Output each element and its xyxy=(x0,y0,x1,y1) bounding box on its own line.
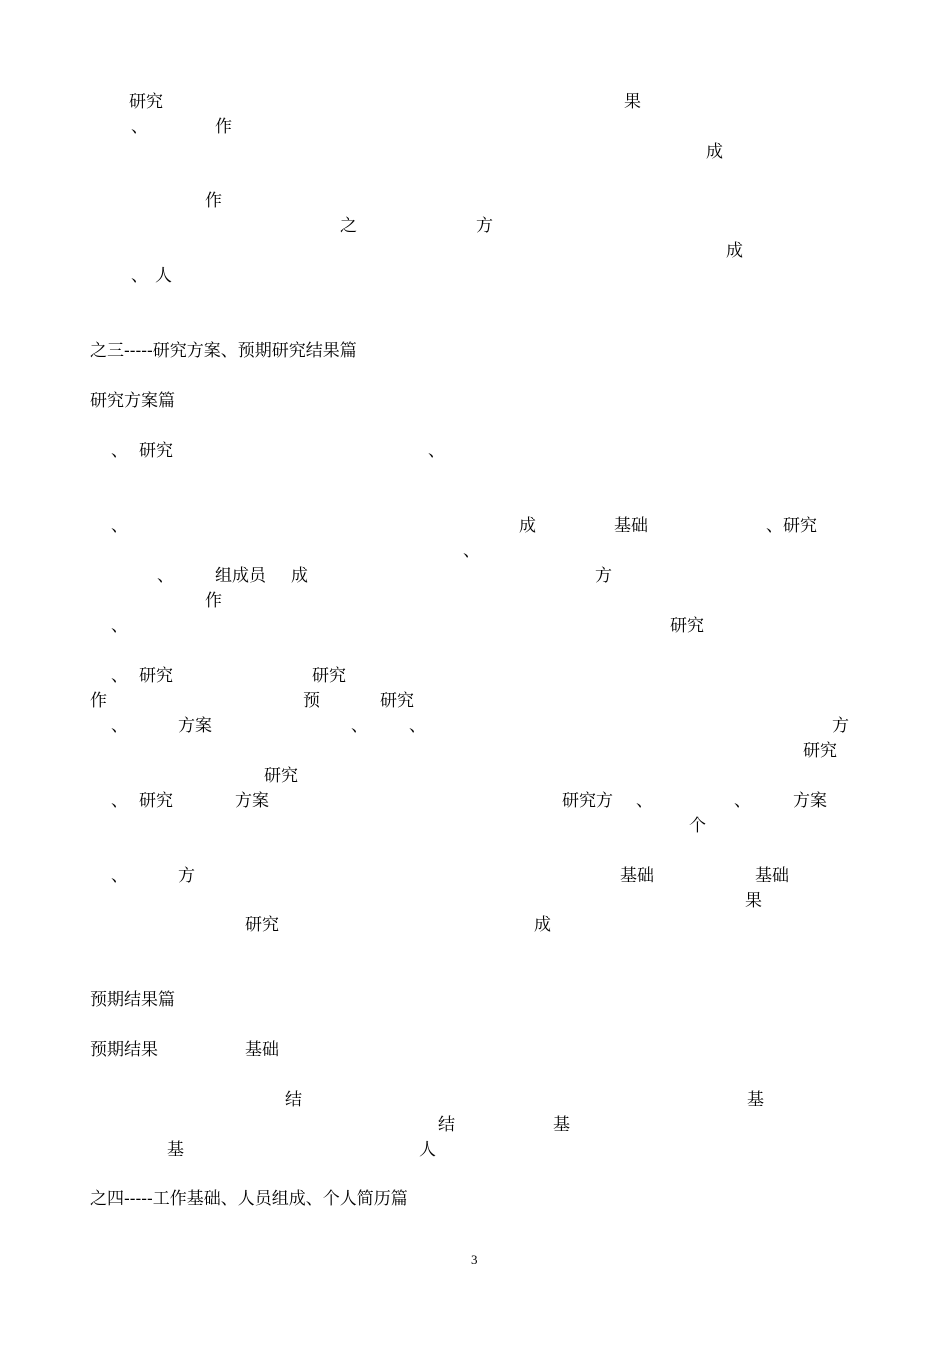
text-fragment: 方 xyxy=(178,866,195,886)
text-fragment: 研究 xyxy=(245,915,279,935)
text-fragment: 成 xyxy=(726,241,743,261)
text-fragment: 研究 xyxy=(129,92,163,112)
text-fragment: 研究 xyxy=(670,616,704,636)
text-fragment: 成 xyxy=(534,915,551,935)
text-fragment: 、 xyxy=(428,441,445,461)
text-fragment: 、 xyxy=(351,716,368,736)
text-fragment: 、 xyxy=(111,516,128,536)
text-fragment: 、 xyxy=(111,791,128,811)
section-heading: 之四-----工作基础、人员组成、个人简历篇 xyxy=(90,1189,408,1209)
text-fragment: 成 xyxy=(519,516,536,536)
text-fragment: 基础 xyxy=(245,1040,279,1060)
text-fragment: 预期结果 xyxy=(90,1040,158,1060)
text-fragment: 成 xyxy=(706,142,723,162)
text-fragment: 基础 xyxy=(620,866,654,886)
section-heading: 之三-----研究方案、预期研究结果篇 xyxy=(90,341,357,361)
text-fragment: 个 xyxy=(689,816,706,836)
text-fragment: 方案 xyxy=(235,791,269,811)
text-fragment: 、 xyxy=(111,441,128,461)
text-fragment: 研究方 xyxy=(562,791,613,811)
text-fragment: 方 xyxy=(832,716,849,736)
text-fragment: 研究 xyxy=(139,441,173,461)
text-fragment: 方案 xyxy=(178,716,212,736)
text-fragment: 、 xyxy=(157,566,174,586)
text-fragment: 、 xyxy=(131,117,148,137)
text-fragment: 、 xyxy=(734,791,751,811)
text-fragment: 基 xyxy=(167,1140,184,1160)
text-fragment: 研究 xyxy=(312,666,346,686)
text-fragment: 成 xyxy=(291,566,308,586)
text-fragment: 基 xyxy=(747,1090,764,1110)
text-fragment: 、 xyxy=(636,791,653,811)
text-fragment: 预 xyxy=(303,691,320,711)
text-fragment: 结 xyxy=(285,1090,302,1110)
text-fragment: 研究 xyxy=(803,741,837,761)
text-fragment: 研究 xyxy=(380,691,414,711)
text-fragment: 基础 xyxy=(755,866,789,886)
text-fragment: 、 xyxy=(111,866,128,886)
text-fragment: 方 xyxy=(476,216,493,236)
text-fragment: 、 xyxy=(131,266,148,286)
text-fragment: 研究 xyxy=(264,766,298,786)
text-fragment: 组成员 xyxy=(215,566,266,586)
text-fragment: 、 xyxy=(111,716,128,736)
page-number: 3 xyxy=(471,1252,478,1267)
text-fragment: 作 xyxy=(205,191,222,211)
text-fragment: 作 xyxy=(90,691,107,711)
text-fragment: 人 xyxy=(155,266,172,286)
subsection-heading: 预期结果篇 xyxy=(90,990,175,1010)
text-fragment: 研究 xyxy=(139,666,173,686)
text-fragment: 研究 xyxy=(139,791,173,811)
text-fragment: 、 xyxy=(463,541,480,561)
text-fragment: 、 xyxy=(111,666,128,686)
text-fragment: 方案 xyxy=(793,791,827,811)
text-fragment: 、研究 xyxy=(766,516,817,536)
text-fragment: 果 xyxy=(624,92,641,112)
text-fragment: 、 xyxy=(111,616,128,636)
text-fragment: 、 xyxy=(409,716,426,736)
text-fragment: 作 xyxy=(215,117,232,137)
text-fragment: 结 xyxy=(438,1115,455,1135)
text-fragment: 基础 xyxy=(614,516,648,536)
text-fragment: 方 xyxy=(595,566,612,586)
text-fragment: 基 xyxy=(553,1115,570,1135)
text-fragment: 作 xyxy=(205,591,222,611)
subsection-heading: 研究方案篇 xyxy=(90,391,175,411)
text-fragment: 果 xyxy=(745,891,762,911)
text-fragment: 人 xyxy=(419,1140,436,1160)
text-fragment: 之 xyxy=(340,216,357,236)
